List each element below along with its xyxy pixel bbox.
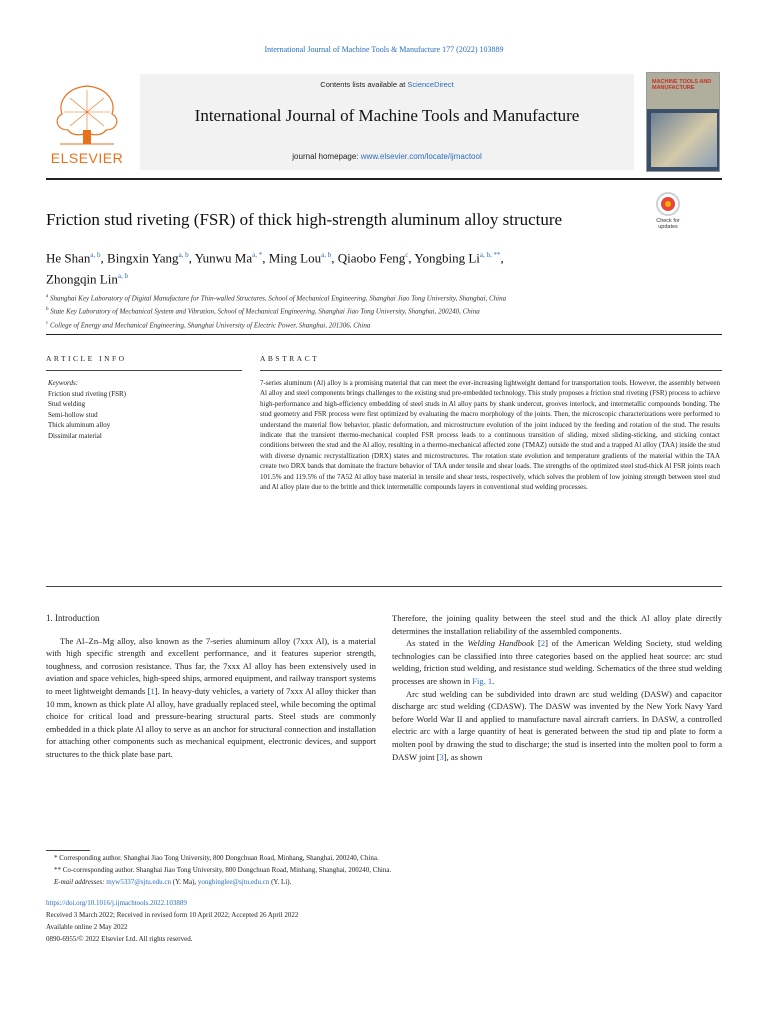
figure-link[interactable]: Fig. 1 [472, 675, 493, 686]
paper-title: Friction stud riveting (FSR) of thick high-strength aluminum alloy structure [46, 210, 563, 229]
header-divider [46, 178, 722, 180]
journal-title[interactable]: International Journal of Machine Tools and Manufacture [194, 106, 580, 125]
journal-homepage [140, 152, 634, 161]
check-updates-icon [656, 192, 680, 216]
affiliation-divider [46, 334, 722, 335]
author-name[interactable]: Ming Lou [268, 250, 322, 266]
elsevier-wordmark: ELSEVIER [50, 150, 124, 166]
body-paragraph [392, 637, 722, 687]
abstract-text: 7-series aluminum (Al) alloy is a promising material that can meet the ever-increasing lightweight demand for transportation tools. However, the assembly between Al alloy and steel components brings challenges to the existing stud pre-embedded technology. This study proposes a friction stud riveting (FSR) process to achieve high-performance and high-efficiency embedding of steel studs in Al alloy parts by shank undercut, grooves interlock, and intermetallic compounds bonding. The stud geometry and FSR process were first optimized by evaluating the macro morphology of the joints. Then, the microscopic characterizations were performed to understand the material flow behavior, plastic deformation, and microstructure evolution of the joint induced by the feeding and rotation of the stud. The results indicate that the transient thermo-mechanical coupled FSR process leads to a continuous transition of sliding, mixed sliding-sticking, and sticking contact conditions between the stud and the Al alloy, resulting in a thermo-mechanical affected zone (TMAZ) outside the stud and a trapped Al alloy (TAA) inside the stud with diverse dynamic recrystallization (DRX) states and microstructures. The rotation state evolution and temperature gradients of the material within the TAA create two DRX bands that dominate the fracture behavior of TAA under tensile and shear loads. The strengths of the optimized steel stud-thick Al FSR joints reach 101.5% and 119.5% of the 7A52 Al alloy base material in tensile and shear tests, respectively, which solves the problem of low joining strength between steel stud and Al alloy plate due to the brittle and thick intermetallic compounds layers in conventional stud welding processes. [260, 379, 720, 492]
body-paragraph [46, 635, 376, 761]
affiliation-mark: a [46, 294, 49, 299]
affiliation-list [46, 291, 696, 331]
handbook-title: Welding Handbook [467, 638, 535, 649]
journal-reference[interactable]: International Journal of Machine Tools & Manufacture 177 (2022) 103889 [264, 45, 504, 54]
affiliation-text: Shanghai Key Laboratory of Digital Manufacture for Thin-walled Structures, School of Mechanical Engineering, Shanghai Jiao Tong University, Shanghai, China [49, 294, 507, 303]
copyright-notice: 0890-6955/© 2022 Elsevier Ltd. All rights reserved. [46, 935, 193, 943]
reference-link[interactable]: 3 [439, 751, 444, 762]
author-affiliation-marks[interactable]: a, * [252, 251, 263, 259]
cover-title: MACHINE TOOLS AND MANUFACTURE [652, 79, 712, 91]
reference-link[interactable]: 2 [540, 638, 546, 649]
author-affiliation-marks[interactable]: c [405, 251, 409, 259]
author-affiliation-marks[interactable]: a, b [90, 251, 101, 259]
author-affiliation-marks[interactable]: a, b [321, 251, 332, 259]
paragraph-text: ]. In heavy-duty vehicles, a variety of 7xxx Al alloy thicker than 10 mm, known as thick plate Al alloy, have gradually replaced steel, while becoming the optimal choice for critical load and pressure-bearing structural parts. Steel studs are commonly embedded in a thick plate Al alloy to serve as an anchor for structural connection and installation for attaching other components such as mechanical equipment, electronic devices, and support structures to the thick plate base part. [46, 685, 376, 759]
paragraph-text: The Al–Zn–Mg alloy, also known as the 7-series aluminum alloy (7xxx Al), is a material with high specific strength and excellent performance, and it features superior strength, toughness, and corrosion resistance. Thus far, the 7xxx Al alloy has been extensively used in aviation and space vehicles, high-speed ships, armored equipment, and railway transport systems to meet lightweight demands [ [46, 635, 376, 696]
author-name[interactable]: Yongbing Li [414, 250, 480, 266]
article-info-heading: ARTICLE INFO [46, 354, 127, 363]
elsevier-logo[interactable] [46, 78, 128, 166]
author-name[interactable]: Yunwu Ma [194, 250, 253, 266]
paragraph-text: ], as shown [443, 751, 483, 762]
available-online: Available online 2 May 2022 [46, 923, 128, 931]
reference-link[interactable]: 1 [150, 685, 155, 696]
article-metadata [46, 897, 722, 945]
abstract-bottom-rule [46, 586, 722, 587]
email-addresses [46, 876, 722, 888]
author-name[interactable]: Bingxin Yang [107, 250, 179, 266]
author-affiliation-marks[interactable]: a, b [117, 272, 128, 281]
keyword-item: Semi-hollow stud [48, 410, 98, 419]
author-affiliation-marks[interactable]: a, b [178, 251, 189, 259]
check-for-updates-button[interactable] [646, 192, 690, 236]
keyword-item: Dissimilar material [48, 431, 102, 440]
paragraph-text: . [492, 675, 495, 686]
affiliation-mark: b [46, 307, 49, 313]
author-list: He Shan$^{a, b}$, Bingxin Yang$^{a, b}$, Yunwu $Ma^{a, *}$, Ming Lou$^{a, b}$, Qiaobo Feng$^c$, Yongbing $Li^{a, b, **}$, Zhongqin Lin$^{a, b}$ [46, 250, 504, 287]
paragraph-text: As stated in the [406, 638, 468, 649]
received-dates: Received 3 March 2022; Received in revised form 10 April 2022; Accepted 26 April 2022 [46, 911, 299, 919]
homepage-link[interactable]: www.elsevier.com/locate/ijmactool [360, 152, 482, 161]
email-link[interactable]: yongbinglee@sjtu.edu.cn [197, 878, 270, 886]
keywords-label: Keywords: [48, 379, 79, 387]
contents-prefix: Contents lists available at [320, 80, 408, 89]
affiliation-mark: c [46, 320, 49, 326]
paragraph-text: [ [534, 638, 541, 649]
body-paragraph: Therefore, the joining quality between the steel stud and the thick Al alloy plate directly determines the installation reliability of the assembled components. [392, 613, 722, 636]
body-column-right [392, 612, 722, 763]
keyword-item: Stud welding [48, 400, 86, 408]
journal-cover-image[interactable] [646, 72, 720, 172]
affiliation-item [46, 318, 696, 331]
affiliation-item [46, 291, 696, 304]
elsevier-tree-icon [46, 78, 128, 148]
abstract-heading: ABSTRACT [260, 354, 320, 363]
check-updates-label: Check for updates [656, 218, 680, 230]
keywords-block [48, 378, 244, 441]
footnotes [46, 852, 722, 888]
co-corresponding-author-note: ** Co-corresponding author. Shanghai Jiao Tong University, 800 Dongchuan Road, Minhang, Shanghai, 200240, China. [54, 866, 392, 874]
sciencedirect-link[interactable]: ScienceDirect [407, 80, 454, 89]
homepage-prefix: journal homepage: [292, 152, 361, 161]
affiliation-text: State Key Laboratory of Mechanical System and Vibration, School of Mechanical Engineering, Shanghai Jiao Tong University, Shanghai, 200240, China [50, 307, 480, 316]
footnote-rule [46, 850, 90, 851]
contents-availability [140, 80, 634, 89]
abstract-rule [260, 370, 722, 371]
author-name[interactable]: He Shan [46, 250, 91, 266]
author-name[interactable]: Zhongqin Lin [46, 271, 118, 287]
article-info-rule [46, 370, 242, 371]
email-owner: (Y. Ma), [171, 878, 198, 886]
affiliation-text: College of Energy and Mechanical Engineering, Shanghai University of Electric Power, Shanghai, 201306, China [49, 320, 371, 329]
cover-photo [651, 113, 717, 167]
email-link[interactable]: myw5337@sjtu.edu.cn [106, 878, 172, 886]
corresponding-author-note: * Corresponding author. Shanghai Jiao Tong University, 800 Dongchuan Road, Minhang, Shanghai, 200240, China. [54, 854, 379, 862]
affiliation-item [46, 304, 696, 317]
author-name[interactable]: Qiaobo Feng [337, 250, 406, 266]
body-paragraph [392, 688, 722, 764]
keyword-item: Friction stud riveting (FSR) [48, 389, 126, 398]
section-heading-introduction: 1. Introduction [46, 613, 100, 623]
doi-link[interactable]: https://doi.org/10.1016/j.ijmachtools.2022.103889 [46, 899, 187, 907]
email-label: E-mail addresses: [54, 878, 105, 886]
email-owner: (Y. Li). [269, 878, 292, 886]
author-affiliation-marks[interactable]: a, b, ** [479, 251, 501, 259]
keyword-item: Thick aluminum alloy [48, 421, 111, 429]
body-column-left [46, 612, 376, 761]
paragraph-text: ] of the American Welding Society, stud welding technologies can be classified into three categories based on the applied heat source: arc stud welding, friction stud welding, and resistance stud welding. Schematics of the three stud welding processes are shown in [392, 638, 723, 686]
paragraph-text: Arc stud welding can be subdivided into drawn arc stud welding (DASW) and capacitor discharge arc stud welding (CDASW). The DASW was invented by the New York Navy Yard before World War II and applied to manufacture naval aircraft carriers. In DASW, a controlled electric arc with a large quantity of heat is generated between the stud tip and plate to form a molten pool by drawing the stud to discharge; the stud is inserted into the molten pool to form a DASW joint [ [392, 688, 722, 762]
